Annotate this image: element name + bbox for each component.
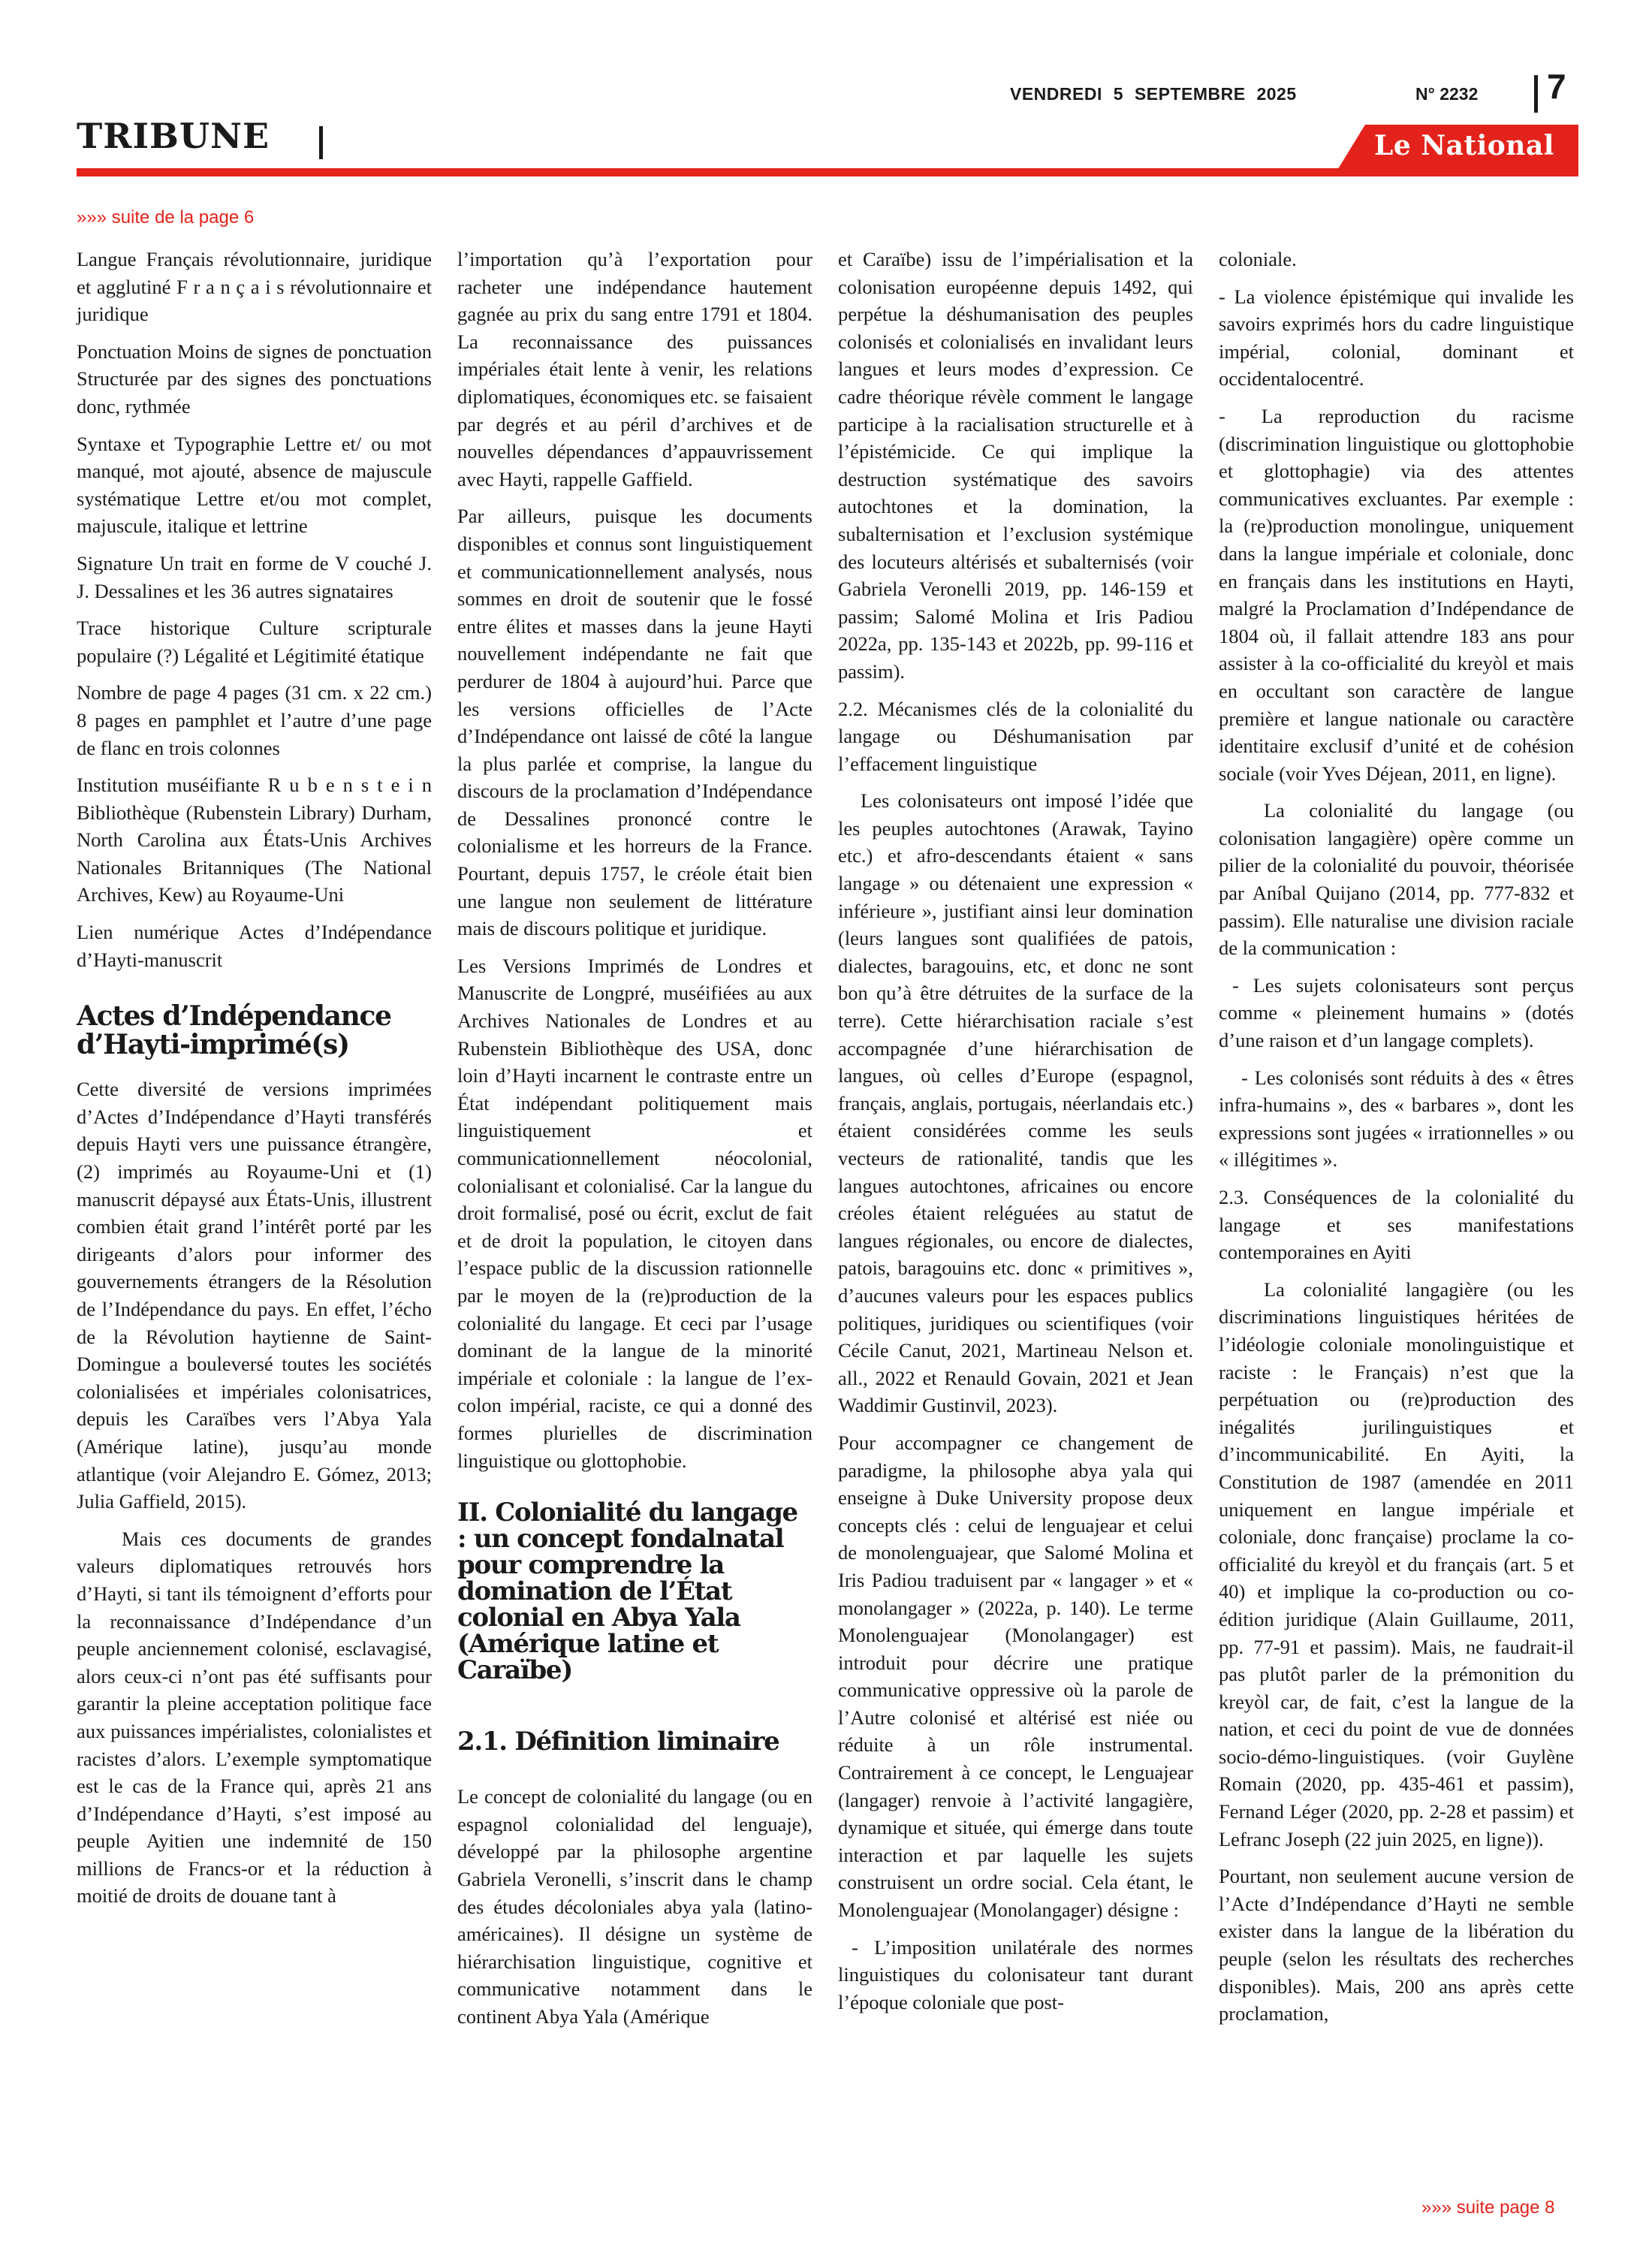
heading-definition: 2.1. Définition liminaire xyxy=(457,1727,779,1757)
column-2 xyxy=(457,246,812,2040)
column-1 xyxy=(77,246,432,1920)
paragraph: coloniale. xyxy=(1219,248,1297,270)
paragraph: - La violence épistémique qui invalide les savoirs exprimés hors du cadre linguistique impérial, colonial, dominant et occidentalocentré. xyxy=(1219,285,1574,391)
paragraph: Mais ces documents de grandes valeurs diplomatiques retrouvés hors d’Hayti, si tant ils témoignent d’efforts pour la reconnaissance d’Indépendance d’un peuple anciennement colonisé, esclavagisé, alors ceux-ci n’ont pas été suffisants pour garantir la pleine acceptation politique face aux puissances impérialistes, colonialistes et racistes d’alors. L’exemple symptomatique est le cas de la France qui, après 21 ans d’Indépendance d’Hayti, s’est imposé au peuple Ayitien une indemnité de 150 millions de Francs-or et la réduction à moitié de droits de douane tant à xyxy=(77,1527,432,1908)
section-divider xyxy=(319,126,323,159)
column-4 xyxy=(1219,246,1574,2037)
subheading: 2.2. Mécanismes clés de la colonialité du langage ou Déshumanisation par l’effacement linguistique xyxy=(838,697,1193,775)
subheading: 2.3. Conséquences de la colonialité du langage et ses manifestations contemporaines en Ayiti xyxy=(1219,1186,1574,1264)
section-title: TRIBUNE xyxy=(77,116,270,156)
continued-to: »»» suite page 8 xyxy=(1421,2197,1555,2218)
paragraph: Pourtant, non seulement aucune version de l’Acte d’Indépendance d’Hayti ne semble exister dans la langue de la libération du peuple (selon les résultats des recherches disponibles). Mais, 200 ans après cette proclamation, xyxy=(1219,1865,1574,2025)
paragraph: - La reproduction du racisme (discrimination linguistique ou glottophobie et glottophagie) via des attentes communicatives excluantes. Par exemple : la (re)production monolingue, uniquement dans la langue impériale et coloniale, donc en français dans les institutions en Hayti, malgré la Proclamation d’Indépendance de 1804 où, il fallait attendre 183 ans pour assister à la co-officialité du kreyòl et mais en occultant son caractère de langue première et langue nationale ou caractère identitaire exclusif d’unité et de cohésion sociale (voir Yves Déjean, 2011, en ligne). xyxy=(1219,404,1574,785)
paragraph: - L’imposition unilatérale des normes linguistiques du colonisateur tant durant l’époque coloniale que post- xyxy=(838,1935,1193,2013)
continued-from: »»» suite de la page 6 xyxy=(77,207,255,228)
table-row: Ponctuation Moins de signes de ponctuation Structurée par des signes des ponctuations donc, rythmée xyxy=(77,339,432,418)
table-row: Institution muséifiante R u b e n s t e i n Bibliothèque (Rubenstein Library) Durham, North Carolina aux États-Unis Archives Nationales Britanniques (The National Archives, Kew) au Royaume-Uni xyxy=(77,774,432,906)
table-row: Nombre de page 4 pages (31 cm. x 22 cm.) 8 pages en pamphlet et l’autre d’une page de flanc en trois colonnes xyxy=(77,681,432,759)
paragraph: Pour accompagner ce changement de paradigme, la philosophe abya yala qui enseigne à Duke University propose deux concepts clés : celui de lenguajear et celui de monolenguajear, que Salomé Molina et Iris Padiou traduisent par « langager » et « monolangager » (2022a, p. 140). Le terme Monolenguajear (Monolangager) est introduit pour décrire une pratique communicative oppressive où la parole de l’Autre colonisé et altérisé est niée ou réduite à un rôle instrumental. Contrairement à ce concept, le Lenguajear (langager) renvoie à l’activité langagière, dynamique et située, qui émerge dans toute interaction et par laquelle les sujets construisent un ordre social. Cela étant, le Monolenguajear (Monolangager) désigne : xyxy=(838,1431,1193,1922)
column-3 xyxy=(838,246,1193,2025)
paragraph: Les colonisateurs ont imposé l’idée que les peuples autochtones (Arawak, Tayino etc.) et afro-descendants étaient « sans langage » ou détenaient une expression « inférieure », justifiant ainsi leur domination (leurs langues sont qualifiées de patois, dialectes, baragouins, etc, et donc ne sont bon qu’à être détruites de la surface de la terre). Cette hiérarchisation raciale s’est accompagnée d’une hiérarchisation de langues, où celles d’Europe (espagnol, français, anglais, portugais, néerlandais etc.) étaient considérées comme les seuls vecteurs de rationalité, tandis que les langues autochtones, africaines ou encore créoles étaient reléguées au statut de langues régionales, ou encore de dialectes, patois, baragouins etc. donc « primitives », d’aucunes valeurs pour les espaces publics politiques, juridiques ou scientifiques (voir Cécile Canut, 2021, Martineau Nelson et. all., 2022 et Renauld Govain, 2021 et Jean Waddimir Gustinvil, 2023). xyxy=(838,789,1193,1417)
table-row: Langue Français révolutionnaire, juridique et agglutiné F r a n ç a i s révolutionnaire et juridique xyxy=(77,248,432,326)
heading-colonialite: II. Colonialité du langage : un concept fondalnatal pour comprendre la domination de l’État colonial en Abya Yala (Amérique latine et Caraïbe) xyxy=(457,1497,797,1686)
paragraph: La colonialité langagière (ou les discriminations linguistiques héritées de l’idéologie coloniale monolinguistique et raciste : le Français) n’est que la perpétuation ou (re)production des inégalités jurilinguistiques et d’incommunicabilité. En Ayiti, la Constitution de 1987 (amendée en 2011 uniquement en langue impériale et coloniale, donc française) proclame la co-officialité du kreyòl et du français (art. 5 et 40) et implique la co-production ou co-édition juridique (Alain Guillaume, 2011, pp. 77-91 et passim). Mais, ne faudrait-il pas plutôt parler de la prémonition du kreyòl car, de fait, c’est la langue de la nation, et ceci du point de vue de données socio-démo-linguistiques. (voir Guylène Romain (2020, pp. 435-461 et passim), Fernand Léger (2020, pp. 2-28 et passim) et Lefranc Joseph (22 juin 2025, en ligne)). xyxy=(1219,1277,1574,1850)
page-number: 7 xyxy=(1547,67,1566,106)
header-divider xyxy=(1534,75,1538,113)
paragraph: La colonialité du langage (ou colonisation langagière) opère comme un pilier de la colonialité du pouvoir, théorisée par Aníbal Quijano (2014, pp. 777-832 et passim). Elle naturalise une division raciale de la communication : xyxy=(1219,799,1574,960)
table-row: Syntaxe et Typographie Lettre et/ ou mot manqué, mot ajouté, absence de majuscule systématique Lettre et/ou mot complet, majuscule, italique et lettrine xyxy=(77,432,432,538)
table-row: Signature Un trait en forme de V couché J. J. Dessalines et les 36 autres signataires xyxy=(77,551,432,602)
paragraph: et Caraïbe) issu de l’impérialisation et la colonisation européenne depuis 1492, qui perpétue la déshumanisation des peuples colonisés et colonialisés en invalidant leurs langues et leurs modes d’expression. Ce cadre théorique révèle comment le langage participe à la racialisation structurelle et à l’épistémicide. Ce qui implique la destruction systématique des savoirs autochtones et la domination, la subalternisation et l’exclusion systémique des locuteurs altérisés et subalternisés (voir Gabriela Veronelli 2019, pp. 146-159 et passim; Salomé Molina et Iris Padiou 2022a, pp. 135-143 et 2022b, pp. 99-116 et passim). xyxy=(838,248,1193,683)
paragraph: Les Versions Imprimés de Londres et Manuscrite de Longpré, muséifiées au aux Archives Nationales de Londres et au Rubenstein Bibliothèque des USA, donc loin d’Hayti incarnent le contraste entre un État indépendant politiquement mais linguistiquement et communicationnellement néocolonial, colonialisant et colonialisé. Car la langue du droit formalisé, posé ou écrit, exclut de fait et de droit la population, le citoyen dans l’espace public de la discussion rationnelle par le moyen de la (re)production de la colonialité du langage. Et ceci par l’usage dominant de la langue de la minorité impériale et coloniale : la langue de l’ex-colon impérial, raciste, ce qui a donné des formes plurielles de discrimination linguistique ou glottophobie. xyxy=(457,954,812,1472)
paragraph: Le concept de colonialité du langage (ou en espagnol colonialidad del lenguaje), développé par la philosophe argentine Gabriela Veronelli, s’inscrit dans le champ des études décoloniales abya yala (latino-américaines). Il désigne un système de hiérarchisation linguistique, cognitive et communicative notamment dans le continent Abya Yala (Amérique xyxy=(457,1785,812,2028)
table-row: Lien numérique Actes d’Indépendance d’Hayti-manuscrit xyxy=(77,921,432,971)
paragraph: l’importation qu’à l’exportation pour racheter une indépendance hautement gagnée au prix du sang entre 1791 et 1804. La reconnaissance des puissances impériales était lente à venir, les relations diplomatiques, économiques etc. se faisaient par degrés et au péril d’archives et de nouvelles dépendances d’appauvrissement avec Hayti, rappelle Gaffield. xyxy=(457,248,812,490)
paragraph: Cette diversité de versions imprimées d’Actes d’Indépendance d’Hayti transférés depuis Hayti vers une puissance étrangère, (2) imprimés au Royaume-Uni et (1) manuscrit dépaysé aux États-Unis, illustrent combien était grand l’intérêt porté par les dirigeants d’alors pour informer des gouvernements étrangers de la Résolution de l’Indépendance du pays. En effet, l’écho de la Révolution haytienne de Saint-Domingue a bouleversé toutes les sociétés colonialisées et impériales colonisatrices, depuis les Caraïbes vers l’Abya Yala (Amérique latine), jusqu’au monde atlantique (voir Alejandro E. Gómez, 2013; Julia Gaffield, 2015). xyxy=(77,1078,432,1513)
header-date: VENDREDI 5 SEPTEMBRE 2025 xyxy=(1010,84,1297,104)
header-issue: N° 2232 xyxy=(1415,84,1479,104)
paragraph: - Les colonisés sont réduits à des « êtres infra-humains », des « barbares », dont les expressions sont jugées « irrationnelles » ou « illégitimes ». xyxy=(1219,1066,1574,1172)
paragraph: Par ailleurs, puisque les documents disponibles et connus sont linguistiquement et communicationnellement analysés, nous sommes en droit de soutenir que le fossé entre élites et masses dans la jeune Hayti nouvellement indépendante ne fait que perdurer de 1804 à aujourd’hui. Parce que les versions officielles de l’Acte d’Indépendance ont laissé de côté la langue la plus parlée et comprise, la langue du discours de la proclamation d’Indépendance de Dessalines prononcé contre le colonialisme et les horreurs de la France. Pourtant, depuis 1757, le créole était bien une langue non seulement de littérature mais de discours politique et juridique. xyxy=(457,505,812,940)
paragraph: - Les sujets colonisateurs sont perçus comme « pleinement humains » (dotés d’une raison et d’un langage complets). xyxy=(1219,973,1574,1052)
brand-name: Le National xyxy=(1374,130,1554,161)
table-row: Trace historique Culture scripturale populaire (?) Légalité et Légitimité étatique xyxy=(77,617,432,667)
heading-actes-imprimes: Actes d’Indépendance d’Hayti-imprimé(s) xyxy=(77,1000,391,1061)
